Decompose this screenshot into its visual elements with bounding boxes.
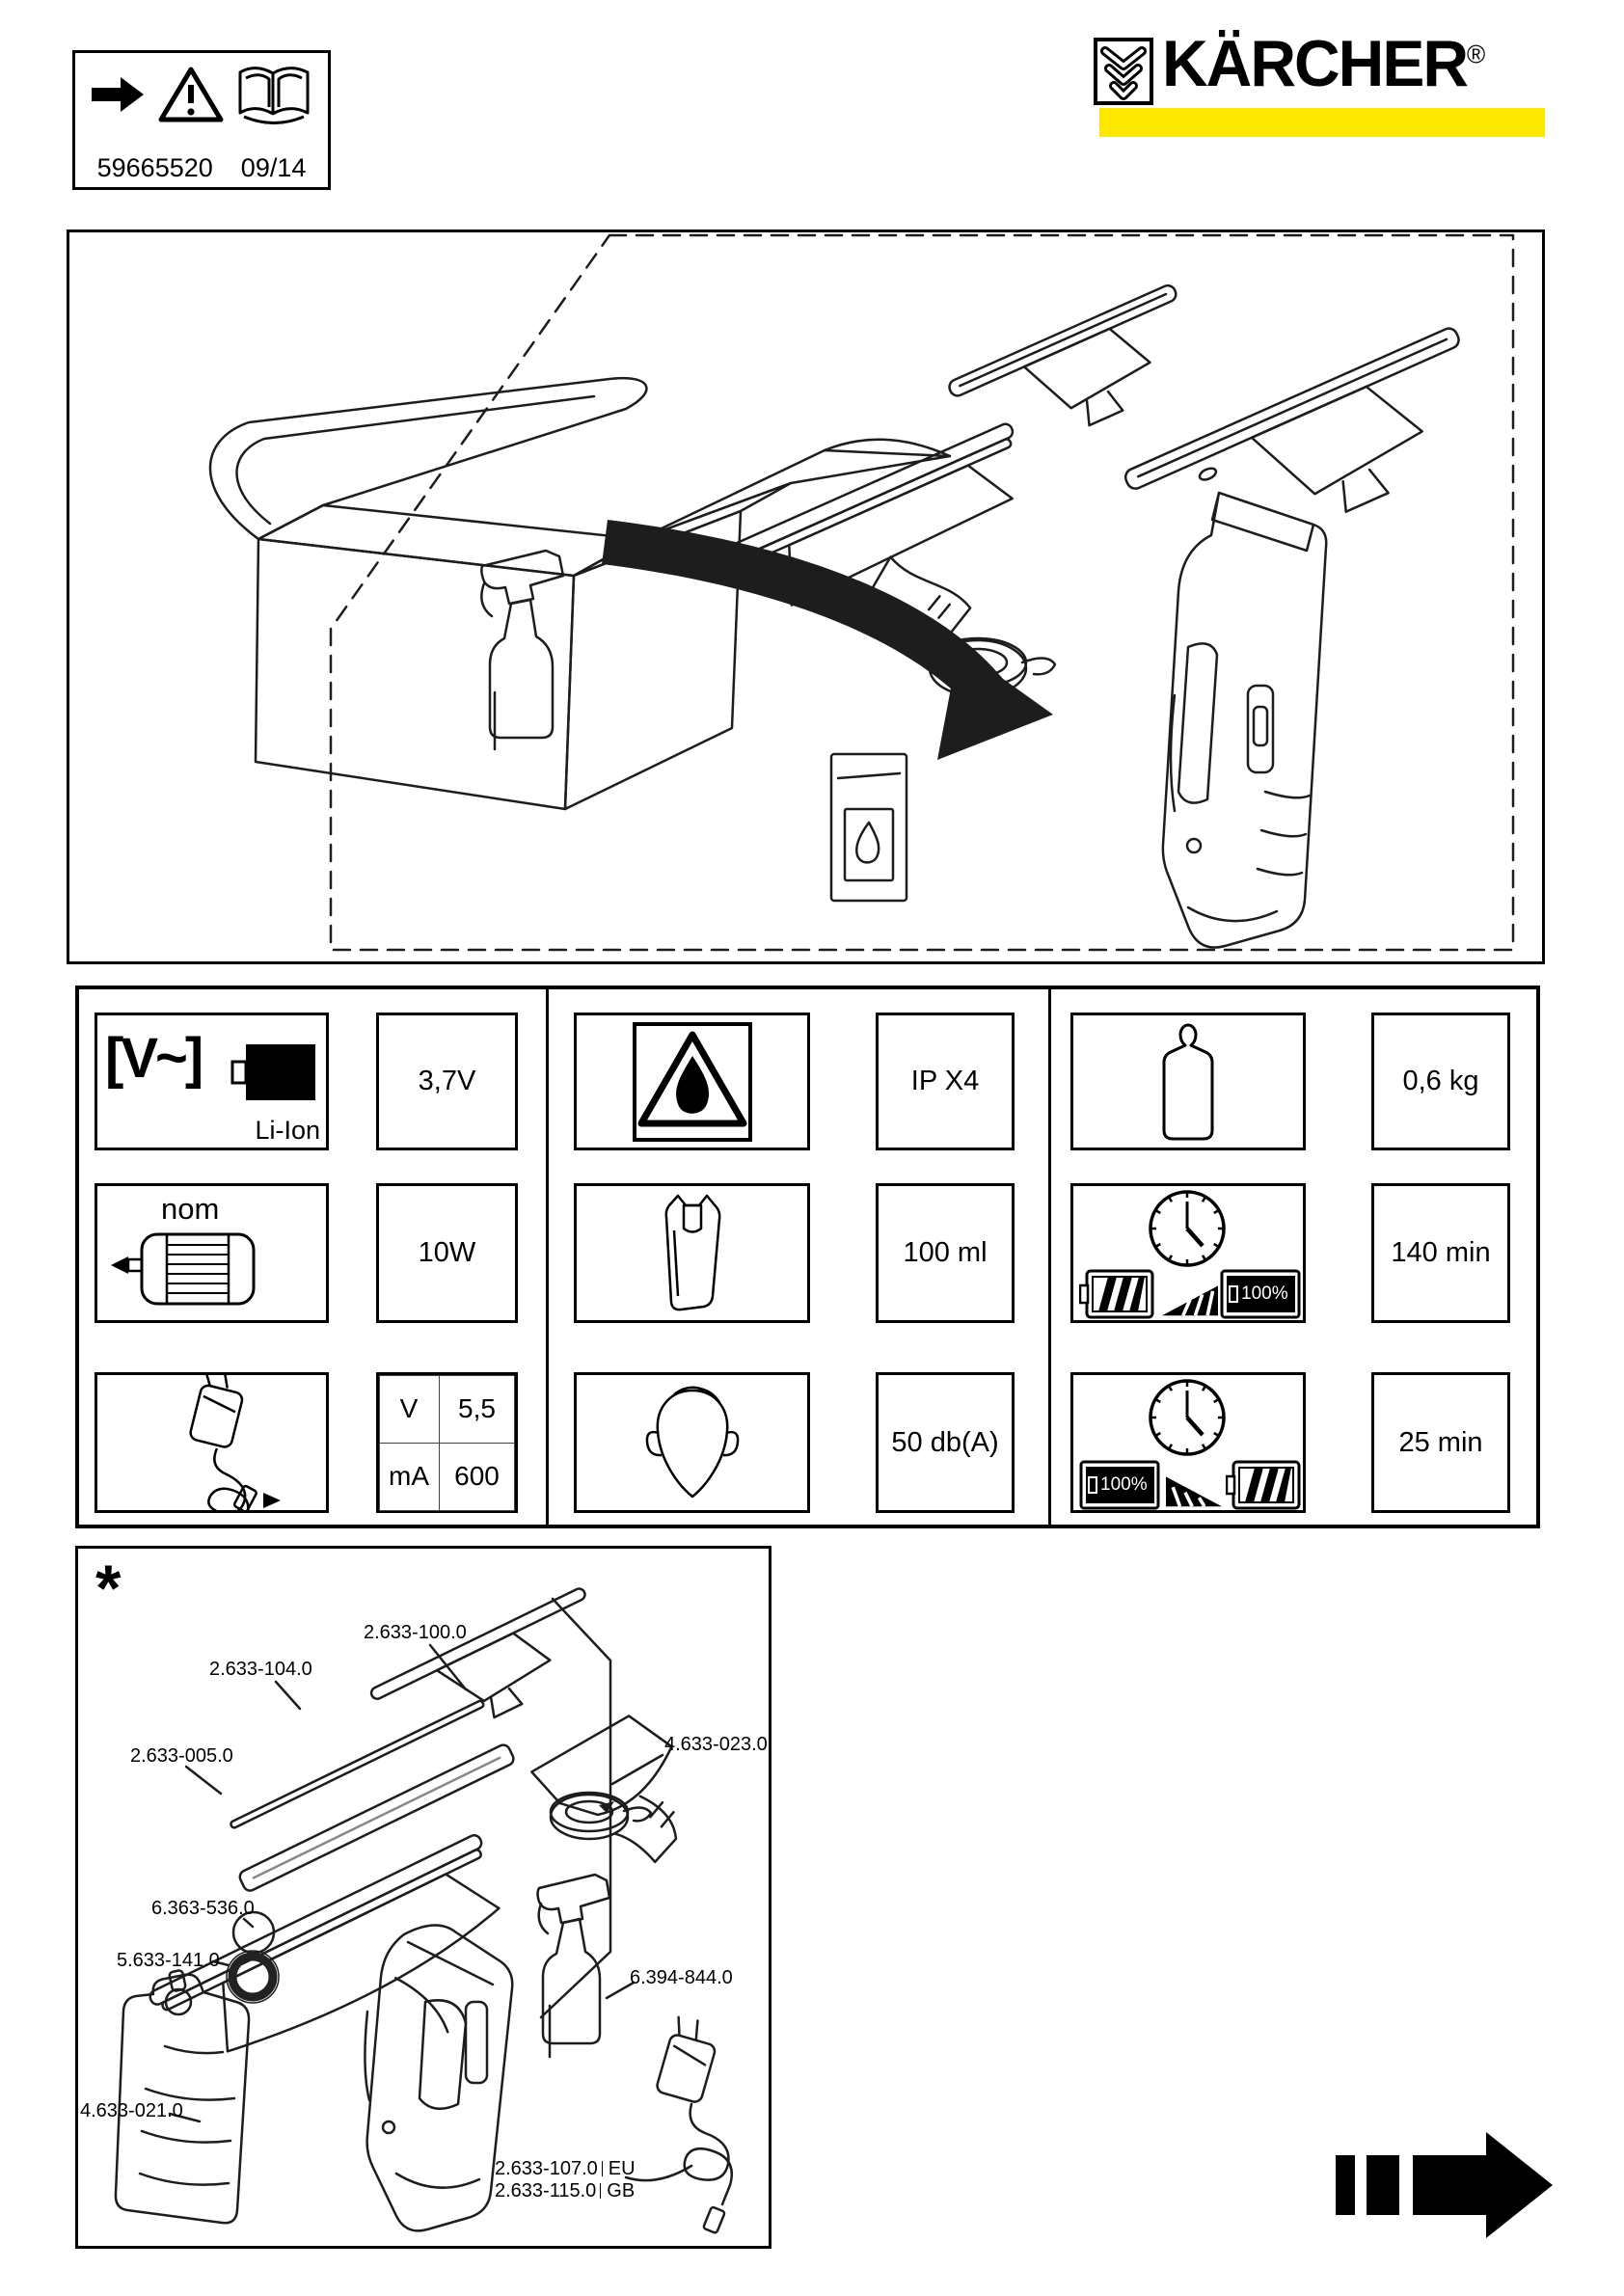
unboxing-illustration: [69, 232, 1542, 961]
charger-variant-row: [495, 2158, 636, 2180]
spec-value-ip: IP X4: [876, 1013, 1015, 1150]
spec-value-weight: 0,6 kg: [1371, 1013, 1510, 1150]
spec-value-voltage: 3,7V: [376, 1013, 518, 1150]
part-label: 2.633-005.0: [130, 1745, 233, 1767]
karcher-chevrons-icon: [1093, 37, 1154, 111]
spec-value-power: 10W: [376, 1183, 518, 1323]
doc-date-code: 09/14: [240, 153, 307, 182]
battery-full-label: 100%: [1241, 1283, 1288, 1304]
fast-forward-icon: [1336, 2126, 1553, 2252]
open-book-icon: [236, 65, 311, 129]
blade-strip-part-icon: [237, 1742, 515, 1893]
brand-accent-bar: [1099, 108, 1545, 137]
clock-icon: [1147, 1188, 1228, 1269]
warning-triangle-icon: [157, 65, 225, 129]
battery-empty-icon: [1226, 1460, 1301, 1515]
large-squeegee-icon: [1123, 326, 1504, 588]
contents-dashed-outline: [331, 235, 1513, 950]
charger-part-icon: [656, 2014, 732, 2233]
part-label: 4.633-023.0: [664, 1734, 768, 1755]
charge-ramp-up-icon: [1162, 1281, 1218, 1317]
detergent-sachet-icon: [831, 754, 907, 901]
warning-drop-icon: [632, 1021, 753, 1143]
brand-name: KÄRCHER®: [1162, 26, 1486, 100]
registered-mark: ®: [1467, 40, 1486, 69]
battery-glyph-icon: [230, 1040, 319, 1104]
li-ion-caption: Li-Ion: [255, 1116, 320, 1145]
spec-icon-runtime: [1070, 1372, 1306, 1513]
spec-icon-nominal-motor: [95, 1183, 329, 1323]
spec-icon-charging-time: [1070, 1183, 1306, 1323]
spec-table-divider-1: [546, 989, 549, 1525]
part-label: 6.394-844.0: [630, 1967, 733, 1988]
spec-value-volume: 100 ml: [876, 1183, 1015, 1323]
battery-empty-icon: [1079, 1269, 1154, 1324]
part-label: 2.633-115.0: [495, 2180, 597, 2201]
region-label: EU: [608, 2158, 636, 2179]
small-squeegee-icon: [947, 284, 1211, 472]
part-label: 2.633-100.0: [364, 1622, 467, 1643]
forward-arrow-icon: [92, 75, 146, 119]
unboxing-panel: [67, 230, 1545, 964]
weight-icon: [1150, 1019, 1227, 1145]
spec-icon-water-tank: [574, 1183, 810, 1323]
part-label: 2.633-107.0: [495, 2158, 598, 2179]
sound-level-head-icon: [639, 1379, 745, 1506]
charger-val-v: 5,5: [439, 1375, 516, 1444]
locking-ring-part-icon: [551, 1793, 651, 1839]
spec-value-charger-grid: [376, 1372, 518, 1513]
spec-icon-li-ion-battery: [95, 1013, 329, 1150]
water-tank-icon: [649, 1190, 736, 1317]
suction-head-part-icon: [148, 1833, 550, 2143]
charger-val-ma: 600: [439, 1443, 516, 1511]
parts-diagram-panel: [75, 1546, 771, 2249]
spec-value-charging-time: 140 min: [1371, 1183, 1510, 1323]
doc-info-box: [72, 50, 331, 190]
charger-unit-ma: mA: [379, 1443, 440, 1511]
spec-icon-weight: [1070, 1013, 1306, 1150]
part-label: 4.633-021.0: [80, 2100, 183, 2121]
li-ion-battery-icon: [V~]: [105, 1027, 202, 1090]
part-label: 6.363-536.0: [151, 1898, 255, 1919]
spec-icon-charger: [95, 1372, 329, 1513]
battery-full-icon: [1079, 1460, 1160, 1510]
spec-value-runtime: 25 min: [1371, 1372, 1510, 1513]
nom-caption: nom: [161, 1192, 220, 1226]
rubber-lip-part-icon: [230, 1700, 484, 1828]
battery-full-icon: [1220, 1269, 1301, 1319]
spec-icon-sound-level: [574, 1372, 810, 1513]
part-label: 5.633-141.0: [117, 1950, 220, 1971]
spec-value-noise: 50 db(A): [876, 1372, 1015, 1513]
spray-bottle-icon: [481, 551, 563, 749]
part-label: 2.633-104.0: [209, 1659, 312, 1680]
spec-icon-warning-drop: [574, 1013, 810, 1150]
seal-ring-part-icon: [227, 1951, 279, 2003]
brand-logo: [1093, 26, 1556, 145]
spec-table: [75, 986, 1540, 1528]
device-body-part-icon: [365, 1925, 512, 2230]
charger-plug-icon: [97, 1375, 326, 1510]
charger-unit-v: V: [379, 1375, 440, 1444]
tank-part-icon: [116, 1970, 249, 2223]
window-vac-body-icon: [1163, 493, 1326, 948]
charge-ramp-down-icon: [1166, 1472, 1222, 1508]
nominal-motor-icon: [109, 1229, 283, 1317]
region-label: GB: [607, 2180, 636, 2201]
clock-icon: [1147, 1377, 1228, 1458]
accessories-marker: *: [95, 1552, 122, 1625]
spray-bottle-part-icon: [538, 1875, 610, 2057]
doc-part-number: 59665520: [96, 153, 213, 182]
battery-full-label: 100%: [1100, 1474, 1148, 1495]
spec-table-divider-2: [1048, 989, 1051, 1525]
charger-variant-row: [495, 2180, 636, 2202]
